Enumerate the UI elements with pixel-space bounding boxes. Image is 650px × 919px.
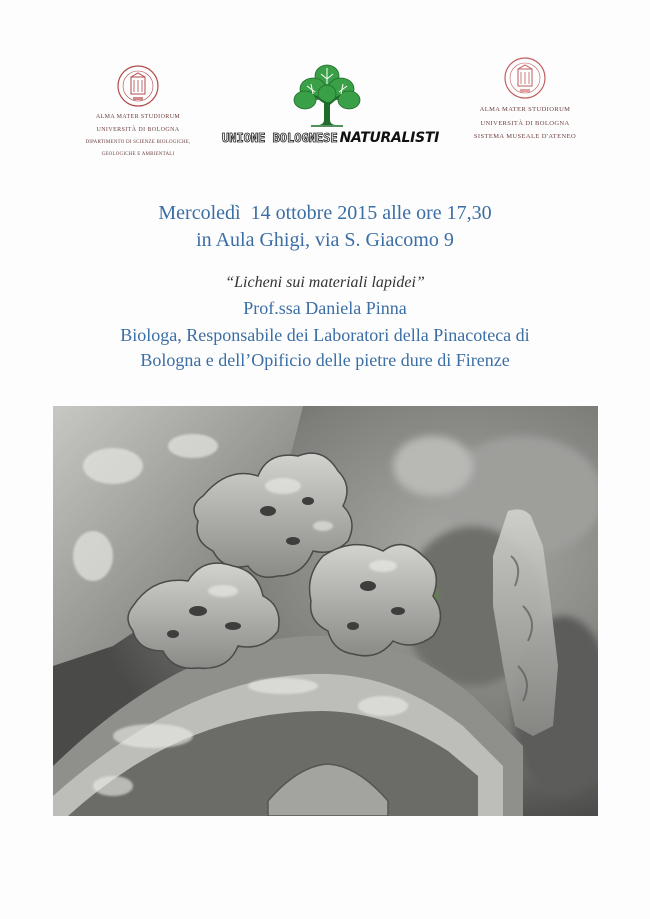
left-logo-caption-3: DIPARTIMENTO DI SCIENZE BIOLOGICHE, [85, 140, 191, 145]
speaker-role-line-1: Biologa, Responsabile dei Laboratori della Pinacoteca di [120, 325, 530, 345]
left-logo-caption-2: UNIVERSITÀ DI BOLOGNA [96, 127, 180, 133]
left-logo-caption-1: ALMA MATER STUDIORUM [95, 114, 181, 120]
right-logo-caption-2: UNIVERSITÀ DI BOLOGNA [480, 119, 570, 127]
ubn-wordmark-part2: NATURALISTI [339, 130, 440, 146]
university-seal-icon [116, 64, 160, 108]
speaker-name: Prof.ssa Daniela Pinna [243, 298, 407, 318]
left-logo-caption-4: GEOLOGICHE E AMBIENTALI [101, 152, 175, 157]
lichen-stone-photo [53, 406, 598, 816]
event-location: in Aula Ghigi, via S. Giacomo 9 [196, 229, 454, 251]
right-logo-caption-1: ALMA MATER STUDIORUM [479, 106, 571, 113]
right-logo-caption-3: SISTEMA MUSEALE D'ATENEO [473, 133, 577, 140]
speaker-role-line-2: Bologna e dell’Opificio delle pietre dure di Firenze [140, 350, 510, 370]
talk-title: “Licheni sui materiali lapidei” [225, 274, 425, 291]
university-seal-icon [503, 56, 547, 100]
left-university-logo [78, 64, 198, 158]
event-date-time: Mercoledì 14 ottobre 2015 alle ore 17,30 [158, 202, 492, 224]
ubn-wordmark-part1: UNIONE BOLOGNESE [222, 131, 338, 145]
tree-icon [291, 62, 363, 132]
ubn-logo [222, 62, 440, 146]
right-university-logo [455, 56, 595, 141]
ubn-wordmark [222, 130, 440, 146]
